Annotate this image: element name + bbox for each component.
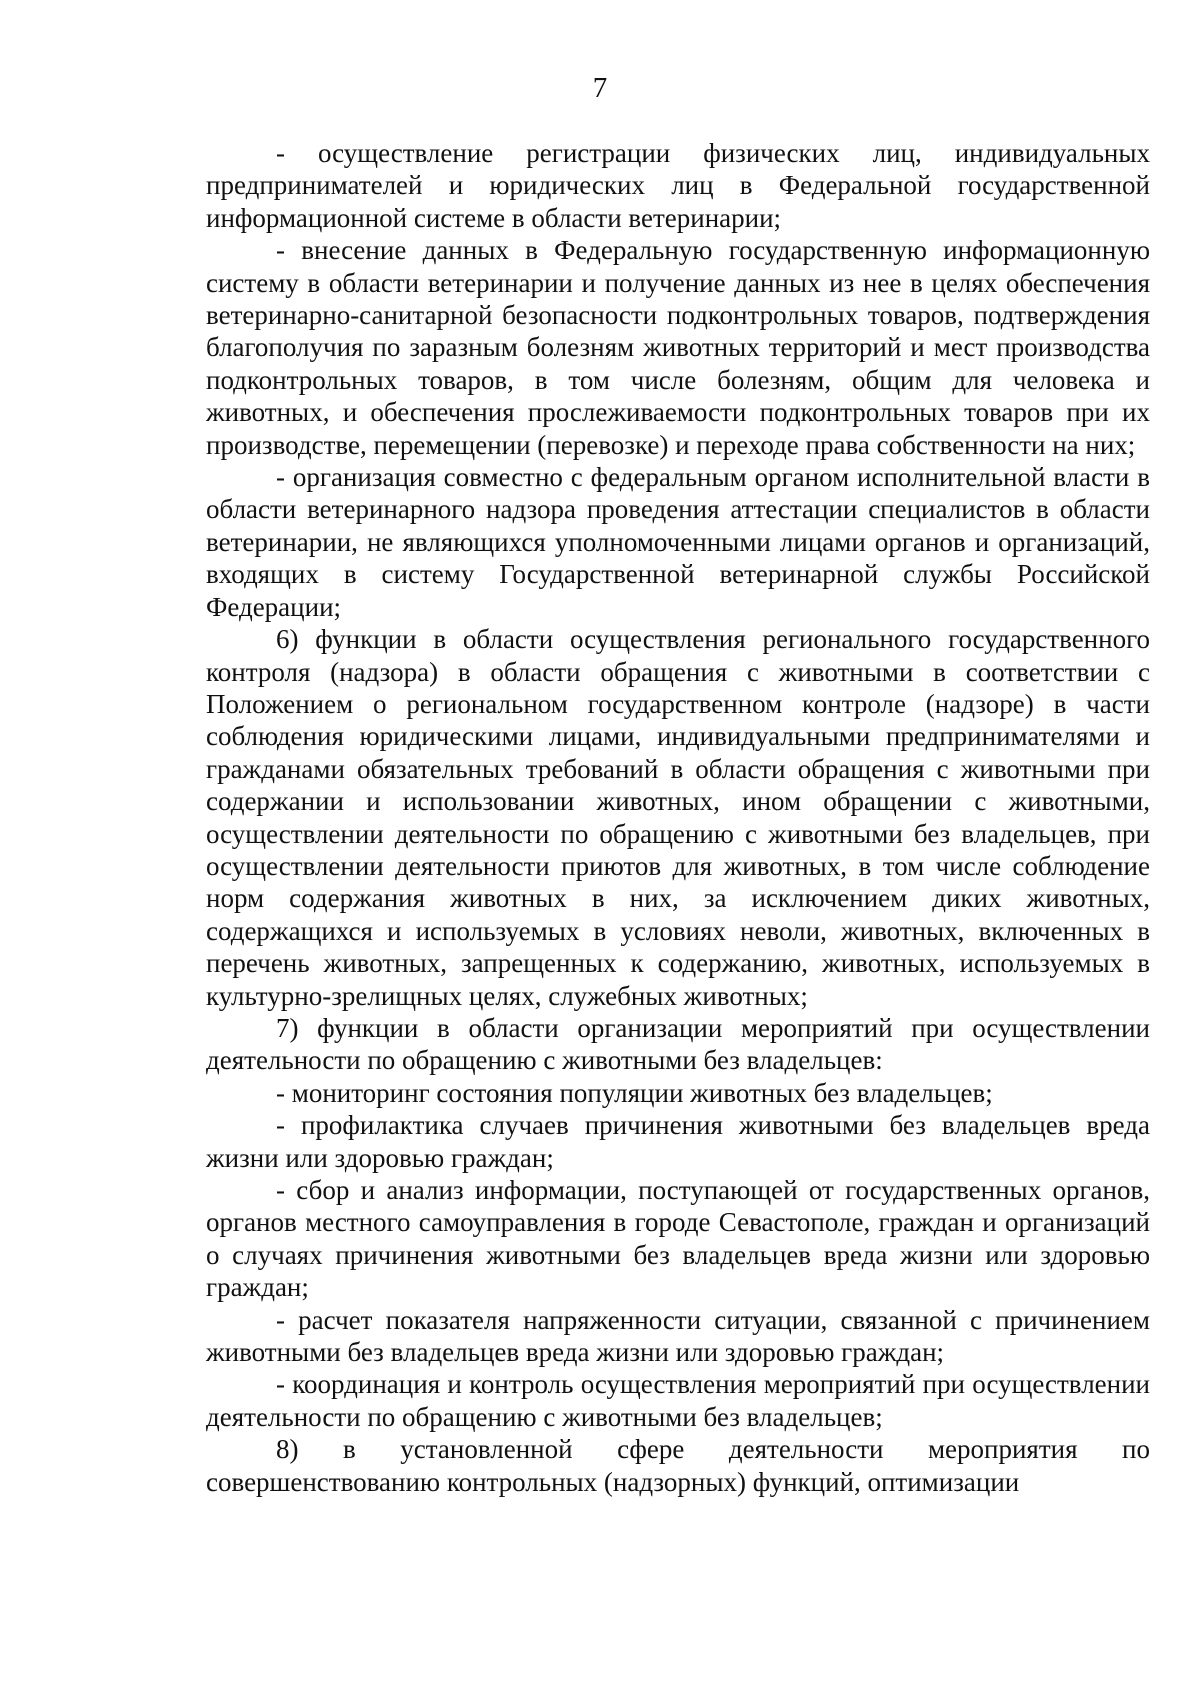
paragraph-data-entry: - внесение данных в Федеральную государственную информационную систему в области ветеринарии и получение данных из нее в целях обеспечения ветеринарно-санитарной безопасности подконтрольных товаров, подтверждения благополучия по заразным болезням животных территорий и мест производства подконтрольных товаров, в том числе болезням, общим для человека и животных, и обеспечения прослеживаемости подконтрольных товаров при их производстве, перемещении (перевозке) и переходе права собственности на них; — [206, 235, 1150, 460]
paragraph-item-6-control: 6) функции в области осуществления регионального государственного контроля (надзора) в области обращения с животными в соответствии с Положением о региональном государственном контроле (надзоре) в части соблюдения юридическими лицами, индивидуальными предпринимателями и гражданами обязательных требований в области обращения с животными при содержании и использовании животных, ином обращении с животными, осуществлении деятельности по обращению с животными без владельцев, при осуществлении деятельности приютов для животных, в том числе соблюдение норм содержания животных в них, за исключением диких животных, содержащихся и используемых в условиях неволи, животных, включенных в перечень животных, запрещенных к содержанию, животных, используемых в культурно-зрелищных целях, служебных животных; — [206, 624, 1150, 1011]
paragraph-item-8-measures: 8) в установленной сфере деятельности мероприятия по совершенствованию контрольных (надзорных) функций, оптимизации — [206, 1434, 1150, 1497]
paragraph-registration: - осуществление регистрации физических лиц, индивидуальных предпринимателей и юридических лиц в Федеральной государственной информационной системе в области ветеринарии; — [206, 138, 1150, 233]
paragraph-monitoring: - мониторинг состояния популяции животных без владельцев; — [276, 1077, 993, 1108]
paragraph-attestation: - организация совместно с федеральным органом исполнительной власти в области ветеринарного надзора проведения аттестации специалистов в области ветеринарии, не являющихся уполномоченными лицами органов и организаций, входящих в систему Государственной ветеринарной службы Российской Федерации; — [206, 462, 1150, 622]
paragraph-prevention: - профилактика случаев причинения животными без владельцев вреда жизни или здоровью граждан; — [206, 1110, 1150, 1173]
page-number: 7 — [592, 72, 608, 104]
document-body — [206, 137, 1150, 1498]
paragraph-information-collection: - сбор и анализ информации, поступающей от государственных органов, органов местного самоуправления в городе Севастополе, граждан и организаций о случаях причинения животными без владельцев вреда жизни или здоровью граждан; — [206, 1175, 1150, 1303]
paragraph-tension-indicator: - расчет показателя напряженности ситуации, связанной с причинением животными без владельцев вреда жизни или здоровью граждан; — [206, 1304, 1150, 1368]
paragraph-coordination: - координация и контроль осуществления мероприятий при осуществлении деятельности по обращению с животными без владельцев; — [206, 1369, 1150, 1432]
paragraph-item-7-functions: 7) функции в области организации мероприятий при осуществлении деятельности по обращению с животными без владельцев: — [206, 1012, 1150, 1076]
